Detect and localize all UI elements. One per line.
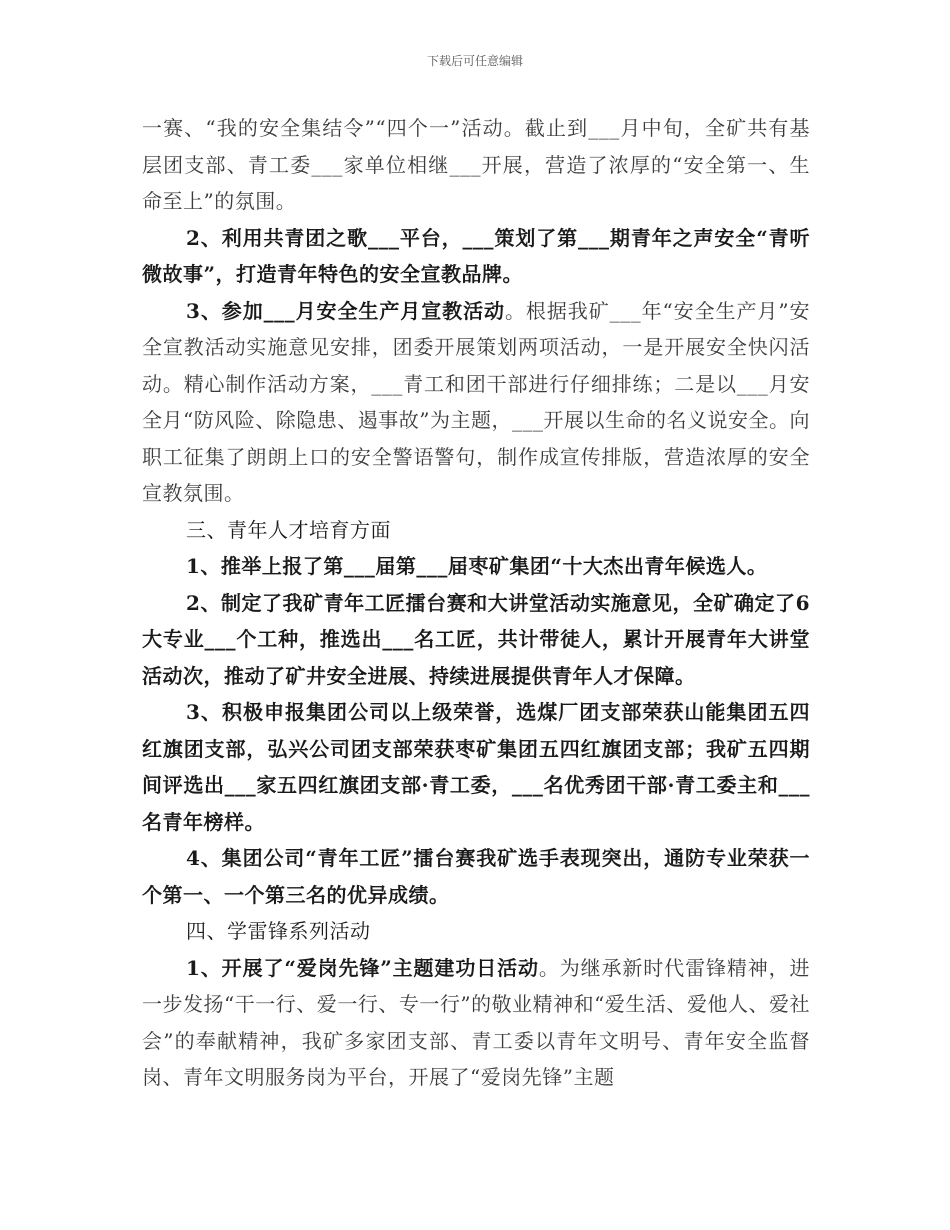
paragraph-8-text: 4、集团公司“青年工匠”擂台赛我矿选手表现突出，通防专业荣获一个第一、一个第三名的优异成绩。 xyxy=(142,846,810,907)
document-body xyxy=(142,110,810,1096)
paragraph-7-text: 3、积极申报集团公司以上级荣誉，选煤厂团支部荣获山能集团五四红旗团支部，弘兴公司团支部荣获枣矿集团五四红旗团支部；我矿五四期间评选出___家五四红旗团支部·青工委，___名优秀团干部·青工委主和___名青年榜样。 xyxy=(142,700,810,834)
paragraph-3 xyxy=(142,293,810,512)
section-heading-4: 四、学雷锋系列活动 xyxy=(186,919,371,943)
paragraph-1 xyxy=(142,110,810,220)
paragraph-7 xyxy=(142,694,810,840)
paragraph-10-bold: 1、开展了“爱岗先锋”主题建功日活动 xyxy=(186,955,539,980)
paragraph-3-text: 。根据我矿___年“安全生产月”安全宣教活动实施意见安排，团委开展策划两项活动，一是开展安全快闪活动。精心制作活动方案，___青工和团干部进行仔细排练；二是以___月安全月“防风险、除隐患、遏事故”为主题，___开展以生命的名义说安全。向职工征集了朗朗上口的安全警语警句，制作成宣传排版，营造浓厚的安全宣教氛围。 xyxy=(142,298,810,505)
paragraph-10-text: 。为继承新时代雷锋精神，进一步发扬“干一行、爱一行、专一行”的敬业精神和“爱生活、爱他人、爱社会”的奉献精神，我矿多家团支部、青工委以青年文明号、青年安全监督岗、青年文明服务岗为平台，开展了“爱岗先锋”主题 xyxy=(142,955,810,1089)
paragraph-6 xyxy=(142,585,810,695)
paragraph-8 xyxy=(142,840,810,913)
paragraph-5-text: 1、推举上报了第___届第___届枣矿集团“十大杰出青年候选人。 xyxy=(186,554,768,578)
paragraph-1-text: 一赛、“我的安全集结令”“四个一”活动。截止到___月中旬，全矿共有基层团支部、青工委___家单位相继___开展，营造了浓厚的“安全第一、生命至上”的氛围。 xyxy=(142,116,810,213)
paragraph-10 xyxy=(142,950,810,1096)
paragraph-2 xyxy=(142,220,810,293)
paragraph-6-text: 2、制定了我矿青年工匠擂台赛和大讲堂活动实施意见，全矿确定了6大专业___个工种，推选出___名工匠，共计带徒人，累计开展青年大讲堂活动次，推动了矿井安全进展、持续进展提供青年人才保障。 xyxy=(142,590,810,688)
page-header: 下载后可任意编辑 xyxy=(426,54,523,68)
section-heading-3: 三、青年人才培育方面 xyxy=(186,517,391,542)
paragraph-3-bold: 3、参加___月安全生产月宣教活动 xyxy=(186,298,505,323)
paragraph-5 xyxy=(142,548,810,585)
paragraph-2-text: 2、利用共青团之歌___平台，___策划了第___期青年之声安全“青听微故事”，打造青年特色的安全宣教品牌。 xyxy=(142,225,810,286)
